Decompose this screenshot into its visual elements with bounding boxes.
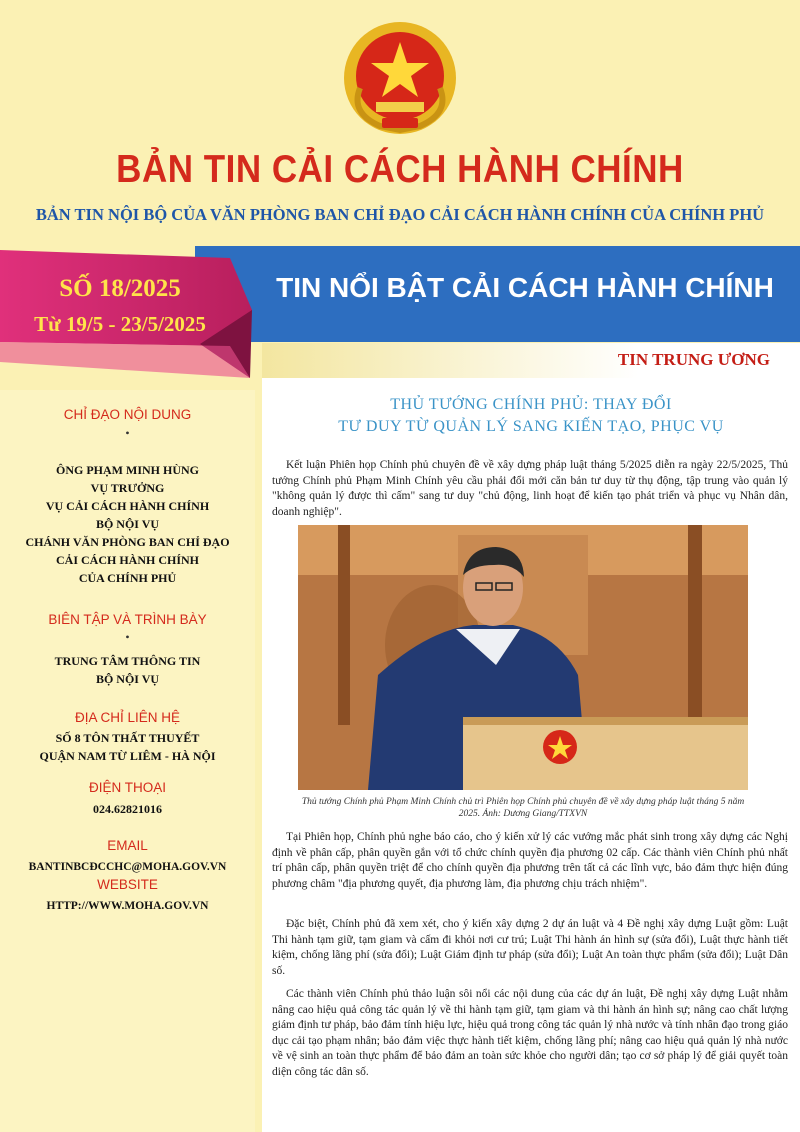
article-title-line-1: THỦ TƯỚNG CHÍNH PHỦ: THAY ĐỔI <box>390 396 672 413</box>
content-direction-line: BỘ NỘI VỤ <box>95 517 160 531</box>
phone-heading: ĐIỆN THOẠI <box>88 780 166 795</box>
article-intro: Kết luận Phiên họp Chính phủ chuyên đề về xây dựng pháp luật tháng 5/2025 diễn ra ngày 22/5/2025, Thủ tướng Chính phủ Phạm Minh Chính yêu cầu phải đổi mới căn bản tư duy từ thụ động, tập trung vào quản lý "không quản lý được thì cấm" sang tư duy "chủ động, linh hoạt để kiến tạo phát triển và phục vụ Nhân dân, doanh nghiệp". <box>272 459 788 518</box>
bulletin-title: BẢN TIN CẢI CÁCH HÀNH CHÍNH <box>116 148 684 191</box>
content-direction-line: VỤ TRƯỞNG <box>90 481 165 495</box>
article-title-line-2: TƯ DUY TỪ QUẢN LÝ SANG KIẾN TẠO, PHỤC VỤ <box>338 418 724 435</box>
national-emblem-icon <box>340 18 460 138</box>
content-direction-line: CỦA CHÍNH PHỦ <box>78 571 177 585</box>
article-photo <box>298 525 748 790</box>
article-paragraph-2: Đặc biệt, Chính phủ đã xem xét, cho ý kiến xây dựng 2 dự án luật và 4 Đề nghị xây dựng Luật gồm: Luật Thi hành tạm giữ, tạm giam và cấm đi khỏi nơi cư trú; Luật Thi hành án hình sự (sửa đổi), Luật thực hành tiết kiệm, chống lãng phí (sửa đổi); Luật Giám định tư pháp (sửa đổi); Luật An toàn thực phẩm (sửa đổi); Luật Dân số. <box>272 918 788 977</box>
editing-line: BỘ NỘI VỤ <box>95 672 160 686</box>
phone-number: 024.62821016 <box>93 802 162 816</box>
bullet-dot: • <box>125 630 130 644</box>
article-paragraph-3: Các thành viên Chính phủ thảo luận sôi nổi các nội dung của các dự án luật, Đề nghị xây dựng Luật nhằm nâng cao hiệu quả công tác quản lý về thi hành tạm giữ, tạm giam và thi hành án hình sự; nâng cao chất lượng giám định tư pháp, bảo đảm tính hiệu lực, hiệu quả trong công tác quản lý nhà nước và tính nhân đạo trong giáo dục cải tạo phạm nhân; bảo đảm việc thực hành tiết kiệm, chống lãng phí; nâng cao hiệu quả quản lý nhà nước về vệ sinh an toàn thực phẩm để bảo đảm an toàn sức khỏe cho người dân; tạo cơ sở pháp lý để giải quyết toàn diện công tác dân số. <box>272 988 788 1078</box>
content-direction-line: ÔNG PHẠM MINH HÙNG <box>56 463 199 477</box>
editing-line: TRUNG TÂM THÔNG TIN <box>54 654 201 668</box>
website-link[interactable]: HTTP://WWW.MOHA.GOV.VN <box>46 900 209 912</box>
issue-number: SỐ 18/2025 <box>59 275 181 302</box>
editing-heading: BIÊN TẬP VÀ TRÌNH BÀY <box>48 612 207 627</box>
address-line: QUẬN NAM TỪ LIÊM - HÀ NỘI <box>39 749 216 763</box>
email-address[interactable]: BANTINBCĐCCHC@MOHA.GOV.VN <box>28 861 227 873</box>
headline-band-title: TIN NỔI BẬT CẢI CÁCH HÀNH CHÍNH <box>276 272 774 303</box>
issue-date-range: Từ 19/5 - 23/5/2025 <box>34 312 206 336</box>
content-direction-line: CẢI CÁCH HÀNH CHÍNH <box>55 553 199 567</box>
bulletin-subtitle: BẢN TIN NỘI BỘ CỦA VĂN PHÒNG BAN CHỈ ĐẠO CẢI CÁCH HÀNH CHÍNH CỦA CHÍNH PHỦ <box>35 205 765 224</box>
email-heading: EMAIL <box>107 838 148 853</box>
address-heading: ĐỊA CHỈ LIÊN HỆ <box>74 710 181 725</box>
content-direction-line: VỤ CẢI CÁCH HÀNH CHÍNH <box>45 499 210 513</box>
website-heading: WEBSITE <box>97 877 158 892</box>
photo-caption: Thủ tướng Chính phủ Phạm Minh Chính chủ trì Phiên họp Chính phủ chuyên đề về xây dựng pháp luật tháng 5 năm 2025. Ảnh: Dương Giang/TTXVN <box>301 797 745 819</box>
address-line: SỐ 8 TÔN THẤT THUYẾT <box>55 731 200 745</box>
bullet-dot: • <box>125 426 130 440</box>
section-label: TIN TRUNG ƯƠNG <box>617 350 770 369</box>
content-direction-heading: CHỈ ĐẠO NỘI DUNG <box>63 407 192 422</box>
article-paragraph-1: Tại Phiên họp, Chính phủ nghe báo cáo, cho ý kiến xử lý các vướng mắc phát sinh trong xây dựng các Nghị định về phân cấp, phân quyền gắn với tổ chức chính quyền địa phương 02 cấp. Các thành viên Chính phủ nhất trí phân cấp, phân quyền triệt để cho chính quyền địa phương trên tất cả các lĩnh vực, bảo đảm thực hiện đúng phương châm "địa phương quyết, địa phương làm, địa phương chịu trách nhiệm". <box>272 831 788 890</box>
content-direction-line: CHÁNH VĂN PHÒNG BAN CHỈ ĐẠO <box>25 535 230 549</box>
